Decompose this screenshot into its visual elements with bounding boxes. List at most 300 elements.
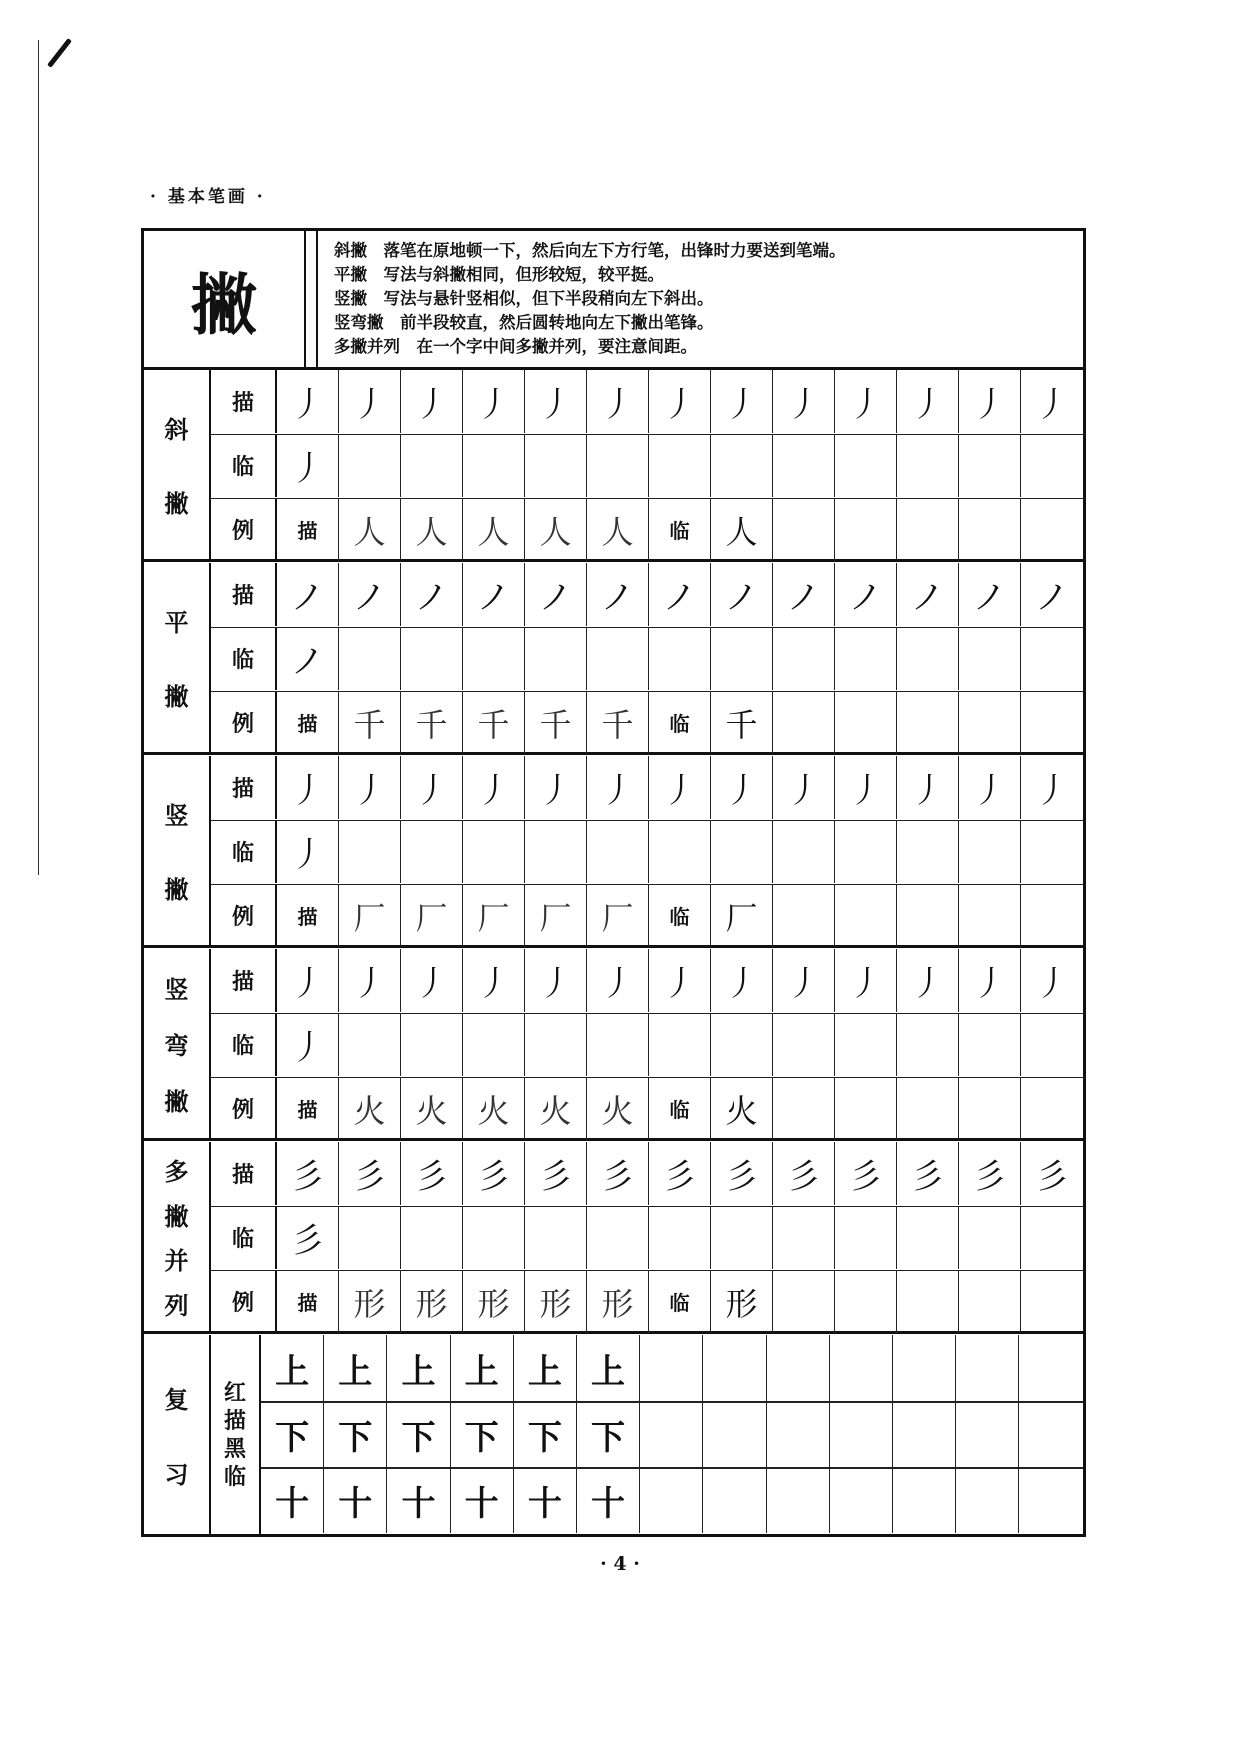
practice-cell[interactable]	[835, 498, 897, 561]
practice-cell[interactable]	[401, 1206, 463, 1269]
practice-cell[interactable]	[339, 1206, 401, 1269]
practice-cell[interactable]	[463, 627, 525, 690]
section-label-char: 撇	[164, 1201, 189, 1231]
practice-cell[interactable]: 丿	[277, 820, 339, 883]
big-char: 撇	[144, 231, 306, 367]
practice-cell[interactable]	[463, 1013, 525, 1076]
practice-cell[interactable]	[835, 1013, 897, 1076]
practice-cell[interactable]	[773, 1270, 835, 1333]
practice-cell[interactable]: 丿	[897, 756, 959, 819]
practice-cell[interactable]: 丿	[525, 949, 587, 1012]
practice-row-example	[277, 1077, 1083, 1140]
practice-cell[interactable]	[1021, 691, 1083, 754]
practice-cell[interactable]: 丿	[835, 370, 897, 433]
stroke-notes	[334, 239, 1074, 359]
practice-cell[interactable]: 丿	[525, 756, 587, 819]
practice-cell[interactable]: 丿	[339, 949, 401, 1012]
review-cell[interactable]: 十	[577, 1467, 640, 1533]
practice-cell[interactable]: 丿	[587, 756, 649, 819]
practice-cell[interactable]: 描	[277, 691, 339, 754]
row-label-trace: 描	[211, 370, 277, 433]
practice-cell[interactable]	[959, 434, 1021, 497]
row-label-trace: 描	[211, 949, 277, 1012]
review-cell[interactable]: 十	[451, 1467, 514, 1533]
practice-cell[interactable]	[401, 820, 463, 883]
practice-cell[interactable]: 丿	[463, 370, 525, 433]
practice-cell[interactable]: 丿	[711, 756, 773, 819]
practice-cell[interactable]: 厂	[401, 884, 463, 947]
practice-cell[interactable]	[959, 820, 1021, 883]
practice-cell[interactable]: 丿	[277, 370, 339, 433]
practice-cell[interactable]: 千	[463, 691, 525, 754]
practice-cell[interactable]	[835, 1270, 897, 1333]
practice-cell[interactable]: 丿	[277, 434, 339, 497]
practice-cell[interactable]	[959, 1270, 1021, 1333]
section-label	[144, 949, 211, 1138]
review-cell[interactable]	[640, 1335, 703, 1401]
note-line: 多撇并列 在一个字中间多撇并列，要注意间距。	[334, 337, 697, 356]
practice-cell[interactable]	[401, 1013, 463, 1076]
practice-cell[interactable]	[897, 691, 959, 754]
section-label	[144, 1142, 211, 1331]
review-cell[interactable]: 上	[514, 1335, 577, 1401]
practice-cell[interactable]	[959, 627, 1021, 690]
practice-cell[interactable]: 丿	[773, 949, 835, 1012]
practice-cell[interactable]: 丿	[649, 756, 711, 819]
practice-cell[interactable]	[897, 627, 959, 690]
practice-cell[interactable]	[525, 434, 587, 497]
practice-cell[interactable]: 丿	[897, 949, 959, 1012]
row-divider	[211, 498, 1083, 499]
practice-cell[interactable]: 丿	[959, 949, 1021, 1012]
review-row-divider	[261, 1467, 1083, 1469]
practice-cell[interactable]: 临	[649, 691, 711, 754]
practice-row-trace	[277, 1142, 1083, 1205]
practice-cell[interactable]: 火	[587, 1077, 649, 1140]
practice-cell[interactable]: 厂	[525, 884, 587, 947]
practice-cell[interactable]	[897, 1206, 959, 1269]
practice-cell[interactable]: 形	[587, 1270, 649, 1333]
practice-row-trace	[277, 756, 1083, 819]
practice-cell[interactable]	[897, 1077, 959, 1140]
practice-cell[interactable]: 丿	[773, 756, 835, 819]
practice-cell[interactable]: ノ	[339, 563, 401, 626]
practice-cell[interactable]: 丿	[401, 756, 463, 819]
practice-row-trace	[277, 370, 1083, 433]
practice-cell[interactable]	[1021, 1013, 1083, 1076]
practice-cell[interactable]	[1021, 820, 1083, 883]
practice-cell[interactable]	[649, 627, 711, 690]
practice-cell[interactable]: 丿	[711, 949, 773, 1012]
stroke-section	[144, 949, 1083, 1141]
review-cell[interactable]	[767, 1401, 830, 1467]
review-cell[interactable]: 十	[514, 1467, 577, 1533]
practice-row-copy	[277, 627, 1083, 690]
practice-cell[interactable]	[835, 1206, 897, 1269]
practice-cell[interactable]: 火	[463, 1077, 525, 1140]
practice-cell[interactable]	[649, 1013, 711, 1076]
practice-cell[interactable]: 丿	[463, 949, 525, 1012]
practice-cell[interactable]: ノ	[835, 563, 897, 626]
practice-cell[interactable]: 彡	[649, 1142, 711, 1205]
practice-cell[interactable]	[339, 627, 401, 690]
practice-cell[interactable]: ノ	[959, 563, 1021, 626]
practice-cell[interactable]: 描	[277, 1270, 339, 1333]
practice-cell[interactable]	[649, 1206, 711, 1269]
review-cell[interactable]: 下	[261, 1401, 324, 1467]
practice-cell[interactable]	[1021, 627, 1083, 690]
practice-cell[interactable]	[959, 691, 1021, 754]
section-label-char: 竖	[164, 800, 189, 830]
practice-cell[interactable]: 火	[401, 1077, 463, 1140]
practice-cell[interactable]	[525, 1206, 587, 1269]
review-cell[interactable]: 下	[514, 1401, 577, 1467]
practice-row-trace	[277, 949, 1083, 1012]
practice-cell[interactable]	[959, 1077, 1021, 1140]
practice-row-copy	[277, 820, 1083, 883]
page-header: · 基本笔画 ·	[150, 187, 266, 207]
practice-cell[interactable]: ノ	[897, 563, 959, 626]
practice-cell[interactable]: 丿	[835, 756, 897, 819]
row-label-trace: 描	[211, 756, 277, 819]
practice-cell[interactable]: 厂	[711, 884, 773, 947]
practice-cell[interactable]: 彡	[959, 1142, 1021, 1205]
practice-cell[interactable]: ノ	[1035, 578, 1069, 618]
review-cell[interactable]: 上	[387, 1335, 450, 1401]
practice-cell[interactable]	[587, 1206, 649, 1269]
practice-cell[interactable]	[1021, 498, 1083, 561]
review-cell[interactable]	[893, 1335, 956, 1401]
practice-cell[interactable]: 丿	[649, 949, 711, 1012]
practice-cell[interactable]: 丿	[897, 370, 959, 433]
review-row	[261, 1401, 1083, 1467]
row-label-copy: 临	[211, 434, 277, 497]
practice-cell[interactable]	[773, 1013, 835, 1076]
practice-cell[interactable]	[897, 1013, 959, 1076]
review-cell[interactable]	[830, 1335, 893, 1401]
practice-cell[interactable]: 形	[463, 1270, 525, 1333]
note-line: 斜撇 落笔在原地顿一下，然后向左下方行笔，出锋时力要送到笔端。	[334, 241, 846, 260]
review-cell[interactable]	[830, 1467, 893, 1533]
practice-cell[interactable]	[897, 1270, 959, 1333]
practice-cell[interactable]: 人	[525, 498, 587, 561]
practice-cell[interactable]	[773, 434, 835, 497]
practice-cell[interactable]: 丿	[649, 370, 711, 433]
row-label-trace: 描	[211, 563, 277, 626]
practice-cell[interactable]	[773, 884, 835, 947]
worksheet	[141, 228, 1086, 1537]
review-cell[interactable]: 上	[324, 1335, 387, 1401]
review-cell[interactable]	[956, 1335, 1019, 1401]
review-label	[144, 1335, 211, 1534]
practice-row-example	[277, 498, 1083, 561]
practice-cell[interactable]: 彡	[277, 1206, 339, 1269]
practice-cell[interactable]: 彡	[835, 1142, 897, 1205]
practice-cell[interactable]	[1021, 1077, 1083, 1140]
row-label-example: 例	[211, 498, 277, 561]
practice-cell[interactable]	[587, 1013, 649, 1076]
practice-cell[interactable]: 彡	[773, 1142, 835, 1205]
practice-cell[interactable]	[773, 627, 835, 690]
review-cell[interactable]	[1019, 1335, 1082, 1401]
practice-cell[interactable]	[711, 434, 773, 497]
practice-cell[interactable]: 火	[339, 1077, 401, 1140]
review-cell[interactable]: 下	[324, 1401, 387, 1467]
row-divider	[211, 434, 1083, 435]
practice-cell[interactable]: ノ	[277, 563, 339, 626]
review-cell[interactable]	[767, 1335, 830, 1401]
practice-cell[interactable]	[835, 691, 897, 754]
practice-cell[interactable]	[525, 1013, 587, 1076]
review-cell[interactable]	[956, 1467, 1019, 1533]
review-cell[interactable]	[703, 1335, 766, 1401]
practice-cell[interactable]	[835, 884, 897, 947]
practice-cell[interactable]: 临	[649, 498, 711, 561]
review-cell[interactable]: 上	[577, 1335, 640, 1401]
practice-cell[interactable]	[959, 498, 1021, 561]
practice-cell[interactable]: 彡	[277, 1142, 339, 1205]
practice-cell[interactable]: 彡	[1035, 1157, 1069, 1197]
practice-cell[interactable]: 丿	[959, 370, 1021, 433]
row-divider	[211, 1077, 1083, 1078]
practice-cell[interactable]: 丿	[401, 949, 463, 1012]
practice-cell[interactable]	[587, 434, 649, 497]
practice-cell[interactable]: 丿	[277, 756, 339, 819]
practice-cell[interactable]	[711, 627, 773, 690]
practice-cell[interactable]: ノ	[711, 563, 773, 626]
review-cell[interactable]: 上	[451, 1335, 514, 1401]
practice-cell[interactable]: 形	[525, 1270, 587, 1333]
practice-row-example	[277, 691, 1083, 754]
review-cell[interactable]	[1019, 1401, 1082, 1467]
practice-cell[interactable]	[463, 1206, 525, 1269]
practice-cell[interactable]: 临	[649, 884, 711, 947]
practice-cell[interactable]	[773, 498, 835, 561]
practice-cell[interactable]	[959, 1206, 1021, 1269]
practice-cell[interactable]: 火	[711, 1077, 773, 1140]
section-label-char: 弯	[164, 1031, 189, 1060]
practice-cell[interactable]: 千	[339, 691, 401, 754]
review-label-char: 复	[164, 1384, 189, 1414]
practice-cell[interactable]	[897, 498, 959, 561]
practice-cell[interactable]: 丿	[1035, 964, 1069, 1004]
practice-cell[interactable]: 丿	[339, 756, 401, 819]
review-cell[interactable]	[1019, 1467, 1082, 1533]
review-cell[interactable]: 下	[387, 1401, 450, 1467]
practice-cell[interactable]: 千	[587, 691, 649, 754]
section-label	[144, 370, 211, 559]
review-cell[interactable]: 上	[261, 1335, 324, 1401]
practice-cell[interactable]	[773, 1077, 835, 1140]
practice-cell[interactable]: 人	[339, 498, 401, 561]
note-line: 平撇 写法与斜撇相同，但形较短，较平挺。	[334, 265, 664, 284]
row-label-copy: 临	[211, 1013, 277, 1076]
row-label-copy: 临	[211, 627, 277, 690]
practice-cell[interactable]	[897, 820, 959, 883]
row-label-copy: 临	[211, 1206, 277, 1269]
practice-cell[interactable]: 人	[587, 498, 649, 561]
row-label-example: 例	[211, 884, 277, 947]
practice-row-copy	[277, 1013, 1083, 1076]
practice-cell[interactable]: 彡	[711, 1142, 773, 1205]
practice-cell[interactable]: 千	[401, 691, 463, 754]
review-cell[interactable]	[703, 1467, 766, 1533]
practice-cell[interactable]: 彡	[401, 1142, 463, 1205]
practice-cell[interactable]: 描	[277, 884, 339, 947]
practice-cell[interactable]: 彡	[525, 1142, 587, 1205]
practice-cell[interactable]	[835, 627, 897, 690]
practice-cell[interactable]: 彡	[587, 1142, 649, 1205]
practice-cell[interactable]	[463, 434, 525, 497]
practice-cell[interactable]	[1021, 1270, 1083, 1333]
review-cell[interactable]	[703, 1401, 766, 1467]
practice-cell[interactable]: 丿	[959, 756, 1021, 819]
row-divider	[211, 884, 1083, 885]
practice-cell[interactable]	[773, 1206, 835, 1269]
practice-cell[interactable]: 人	[401, 498, 463, 561]
review-mode-char: 临	[223, 1463, 246, 1490]
practice-cell[interactable]	[711, 820, 773, 883]
practice-cell[interactable]: 形	[711, 1270, 773, 1333]
practice-cell[interactable]: 描	[277, 498, 339, 561]
practice-cell[interactable]: ノ	[587, 563, 649, 626]
practice-cell[interactable]: 丿	[711, 370, 773, 433]
practice-cell[interactable]: 人	[711, 498, 773, 561]
practice-cell[interactable]	[897, 884, 959, 947]
practice-cell[interactable]	[835, 1077, 897, 1140]
review-cell[interactable]	[956, 1401, 1019, 1467]
review-cell[interactable]	[893, 1467, 956, 1533]
practice-cell[interactable]	[649, 820, 711, 883]
stroke-section	[144, 1142, 1083, 1334]
practice-cell[interactable]: 丿	[277, 949, 339, 1012]
practice-cell[interactable]	[773, 691, 835, 754]
practice-cell[interactable]	[1021, 434, 1083, 497]
practice-cell[interactable]: 彡	[339, 1142, 401, 1205]
practice-cell[interactable]: 丿	[587, 370, 649, 433]
practice-cell[interactable]: 丿	[339, 370, 401, 433]
review-cell[interactable]: 十	[324, 1467, 387, 1533]
practice-cell[interactable]	[525, 820, 587, 883]
section-label-char: 撇	[164, 682, 189, 712]
section-label-char: 竖	[164, 975, 189, 1004]
review-cell[interactable]: 下	[451, 1401, 514, 1467]
row-divider	[211, 820, 1083, 821]
note-line: 竖弯撇 前半段较直，然后圆转地向左下撇出笔锋。	[334, 313, 714, 332]
practice-cell[interactable]: 丿	[835, 949, 897, 1012]
review-cell[interactable]	[830, 1401, 893, 1467]
practice-cell[interactable]	[339, 820, 401, 883]
practice-cell[interactable]: 描	[277, 1077, 339, 1140]
row-label-example: 例	[211, 1077, 277, 1140]
practice-cell[interactable]	[463, 820, 525, 883]
practice-cell[interactable]	[587, 820, 649, 883]
practice-cell[interactable]: 千	[711, 691, 773, 754]
practice-cell[interactable]: 丿	[1035, 771, 1069, 811]
row-label-copy: 临	[211, 820, 277, 883]
practice-cell[interactable]	[773, 820, 835, 883]
row-label-trace: 描	[211, 1142, 277, 1205]
review-cell[interactable]	[767, 1467, 830, 1533]
practice-cell[interactable]	[339, 434, 401, 497]
practice-cell[interactable]	[401, 434, 463, 497]
practice-cell[interactable]	[897, 434, 959, 497]
review-cell[interactable]: 十	[387, 1467, 450, 1533]
practice-cell[interactable]	[1021, 884, 1083, 947]
review-cell[interactable]: 下	[577, 1401, 640, 1467]
practice-cell[interactable]: 丿	[463, 756, 525, 819]
row-divider	[211, 627, 1083, 628]
practice-cell[interactable]: 人	[463, 498, 525, 561]
practice-cell[interactable]: 丿	[773, 370, 835, 433]
practice-cell[interactable]: 形	[339, 1270, 401, 1333]
practice-cell[interactable]	[1021, 1206, 1083, 1269]
review-section	[144, 1335, 1083, 1534]
section-label-char: 撇	[164, 489, 189, 519]
practice-cell[interactable]: 彡	[463, 1142, 525, 1205]
review-mode-char: 描	[223, 1407, 246, 1434]
practice-grid	[144, 370, 1083, 1534]
practice-cell[interactable]	[959, 1013, 1021, 1076]
practice-cell[interactable]: ノ	[401, 563, 463, 626]
practice-cell[interactable]	[959, 884, 1021, 947]
row-divider	[211, 1206, 1083, 1207]
practice-cell[interactable]: ノ	[463, 563, 525, 626]
practice-cell[interactable]	[835, 434, 897, 497]
practice-cell[interactable]: 彡	[897, 1142, 959, 1205]
practice-cell[interactable]: 形	[401, 1270, 463, 1333]
review-label-char: 习	[164, 1459, 189, 1489]
practice-cell[interactable]: 厂	[339, 884, 401, 947]
section-label-char: 并	[164, 1246, 189, 1276]
practice-cell[interactable]	[401, 627, 463, 690]
stroke-section	[144, 370, 1083, 562]
practice-cell[interactable]	[587, 627, 649, 690]
note-line: 竖撇 写法与悬针竖相似，但下半段稍向左下斜出。	[334, 289, 714, 308]
section-label-char: 撇	[164, 1087, 189, 1116]
practice-cell[interactable]: 临	[649, 1077, 711, 1140]
practice-cell[interactable]	[711, 1206, 773, 1269]
practice-cell[interactable]: ノ	[649, 563, 711, 626]
practice-cell[interactable]: ノ	[773, 563, 835, 626]
practice-cell[interactable]: 厂	[463, 884, 525, 947]
review-cell[interactable]	[893, 1401, 956, 1467]
page-number: · 4 ·	[600, 1553, 640, 1575]
review-cell[interactable]: 十	[261, 1467, 324, 1533]
practice-row-copy	[277, 1206, 1083, 1269]
scan-edge-line	[38, 40, 39, 875]
practice-cell[interactable]	[339, 1013, 401, 1076]
practice-cell[interactable]	[649, 434, 711, 497]
practice-cell[interactable]: 丿	[525, 370, 587, 433]
practice-cell[interactable]: ノ	[525, 563, 587, 626]
practice-cell[interactable]: 千	[525, 691, 587, 754]
practice-cell[interactable]: ノ	[277, 627, 339, 690]
review-cell[interactable]	[640, 1467, 703, 1533]
practice-cell[interactable]: 丿	[401, 370, 463, 433]
practice-cell[interactable]	[525, 627, 587, 690]
review-cell[interactable]	[640, 1401, 703, 1467]
practice-cell[interactable]: 临	[649, 1270, 711, 1333]
practice-cell[interactable]	[835, 820, 897, 883]
practice-cell[interactable]: 丿	[277, 1013, 339, 1076]
practice-cell[interactable]: 丿	[587, 949, 649, 1012]
practice-cell[interactable]: 火	[525, 1077, 587, 1140]
practice-cell[interactable]: 丿	[1035, 385, 1069, 425]
review-row	[261, 1335, 1083, 1401]
practice-cell[interactable]: 厂	[587, 884, 649, 947]
practice-cell[interactable]	[711, 1013, 773, 1076]
